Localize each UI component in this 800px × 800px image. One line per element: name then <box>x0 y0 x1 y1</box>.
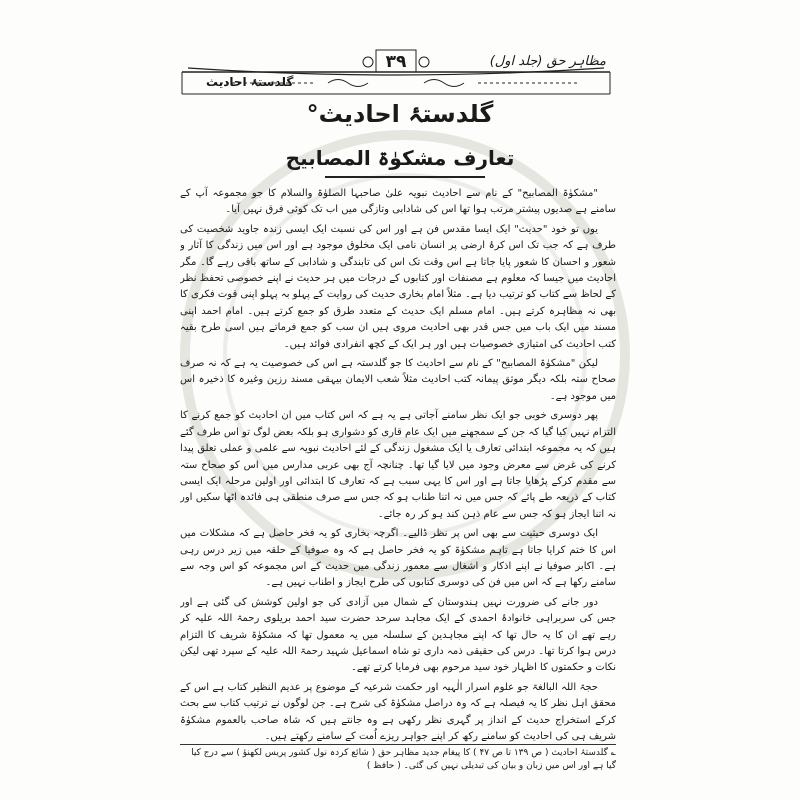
footnote: ؎ گلدستۂ احادیث ( ص ۱۳۹ تا ص ۴۷ ) کا پیغام جدید مظاہر حق ( شائع کردہ نول کشور پریس لکھنؤ ) سے درج کیا گیا ہے اور اس میں زبان و بیان کی تبدیلی نہیں کی گئی۔ ( حافظ ) <box>191 748 616 771</box>
paragraph: "مشکوٰۃ المصابیح" کے نام سے احادیث نبویہ علیٰ صاحبہا الصلوٰۃ والسلام کا جو مجموعہ آپ کے سامنے ہے صدیوں پیشتر مرتب ہوا تھا اس کی شادابی وتازگی میں اب تک کوئی فرق نہیں آیا۔ <box>180 188 616 216</box>
page-number: ۳۹ <box>385 52 407 72</box>
paragraph: دور جانے کی ضرورت نہیں ہندوستان کے شمال میں آزادی کی جو اولین کوشش کی گئی ہے اور جس کی سربراہی خانوادۂ احمدی کے ایک مجاہد سرحد حضرت سید احمد بریلوی رحمۃ اللہ علیہ کر رہے تھے ان کا یہ حال تھا کہ اپنے مجاہدین کے سلسلہ میں یہ معمول تھا کہ مشکوٰۃ شریف کا التزام درس ہوا کرتا تھا۔ درس کی حقیقی ذمہ داری تو شاہ اسماعیل شہید رحمۃ اللہ علیہ کے سپرد تھی لیکن نکات و حکمتوں کا اظہار خود سید مرحوم بھی فرمایا کرتے تھے۔ <box>180 596 616 674</box>
sub-title: تعارف مشکوٰۃ المصابیح <box>285 146 515 170</box>
header-section-title: گلدستۂ احادیث <box>206 75 294 89</box>
book-title: مظاہر حق (جلد اول) <box>489 54 606 69</box>
main-title: گلدستۂ احادیث° <box>306 100 494 128</box>
body-text <box>180 186 616 746</box>
paragraph: پھر دوسری خوبی جو ایک نظر سامنے آجاتی ہے یہ ہے کہ اس کتاب میں ان احادیث کو جمع کرنے کا التزام نہیں کیا گیا کہ جن کے سمجھنے میں ایک عام قاری کو دشواری ہو بلکہ بعض لوگ تو اس طرف گئے ہیں کہ یہ مجموعہ ابتدائی تعارف یا ایک مشغول زندگی کے لئے احادیث نبویہ سے علمی و عملی تعلق پیدا کرنے کی غرض سے معرض وجود میں لایا گیا تھا۔ چنانچہ آج بھی عربی مدارس میں اس کو صحاح ستہ سے مقدم کرکے پڑھایا جاتا ہے اور اس کا یہی سبب ہے کہ تعارف کا ابتدائی اور اولین مرحلہ ایک ایسی کتاب کے ذریعہ طے پائے کہ جس میں نہ اتنا طناب ہو کہ جس سے صرف منطقی ہی فائدہ اٹھا سکیں اور نہ اتنا ایجاز ہو کہ جس سے عام ذہن کند ہو کر رہ جائے۔ <box>180 410 616 520</box>
subtitle-underline <box>325 176 485 178</box>
paragraph: حجۃ اللہ البالغۃ جو علوم اسرار الٰہیہ اور حکمت شرعیہ کے موضوع پر عدیم النظیر کتاب ہے اس کے محقق اہل نظر کا یہ فیصلہ ہے کہ وہ دراصل مشکوٰۃ کی شرح ہے۔ جن لوگوں نے ترتیب کتاب سے بحث کرکے استخراج حدیث کے انداز پر گہری نظر رکھی ہے وہ جانتے ہیں کہ شاہ صاحب بالعموم مشکوٰۃ شریف ہی کی احادیث کو سامنے رکھ کر اپنے جواہر ریزے اُمت کے سامنے رکھتے ہیں۔ <box>180 681 616 742</box>
paragraph: یوں تو خود "حدیث" ایک ایسا مقدس فن ہے اور اس کی نسبت ایک ایسی زندہ جاوید شخصیت کی طرف ہے کہ جب تک اس کرۂ ارضی پر انسان نامی ایک مخلوق موجود ہے اور اس میں زندگی کا آثار و شعور و احسان کا شعور پایا جاتا ہے اس وقت تک اس کی تابندگی و شادابی کے ساتھ باقی رہے گا۔ مگر احادیث میں جیسا کہ معلوم ہے مصنفات اور کتابوں کے درجات میں ہر حدیث نے اپنے خصوصی تحفظ نظر کے لحاظ سے کتاب کو ترتیب دیا ہے۔ مثلاً امام بخاری حدیث کی روایت کے پہلو بہ پہلو اپنی قوت فکری کا بھی نہ مظاہرہ کرتے ہیں۔ امام مسلم ایک حدیث کے متعدد طرق کو جمع کرتے ہیں۔ امام احمد اپنی مسند میں ایک باب میں جس قدر بھی احادیث مروی ہیں ان سب کو جمع فرماتے ہیں اسی طرح بقیہ کتب احادیث کی امتیازی خصوصیات ہیں اور ہر ایک کے کچھ انفرادی فوائد ہیں۔ <box>180 223 616 350</box>
footnote-divider <box>180 744 616 745</box>
page-header <box>178 48 614 96</box>
paragraph: ایک دوسری حیثیت سے بھی اس پر نظر ڈالیے۔ اگرچہ بخاری کو یہ فخر حاصل ہے کہ مشکلات میں اس کا ختم کرایا جاتا ہے تاہم مشکوٰۃ کو یہ فخر حاصل ہے کہ وہ صوفیا کے حلقہ میں زیر درس رہی ہے۔ اکابر صوفیا نے اپنے اذکار و اشغال سے معمور زندگی میں حدیث کے اس مجموعہ کو اس وجہ سے سامنے رکھا ہے کہ اس میں فن کی دوسری کتابوں کی طرح ایجاز و اطناب نہیں ہے۔ <box>180 528 616 589</box>
paragraph: لیکن "مشکوٰۃ المصابیح" کے نام سے احادیث کا جو گلدستہ ہے اس کی خصوصیت یہ ہے کہ نہ صرف صحاح ستہ بلکہ دیگر موثق پیمانہ کتب احادیث مثلاً شعب الایمان بیہقی مسند رزین وغیرہ کا ذخیرہ اس میں موجود ہے۔ <box>180 358 616 402</box>
